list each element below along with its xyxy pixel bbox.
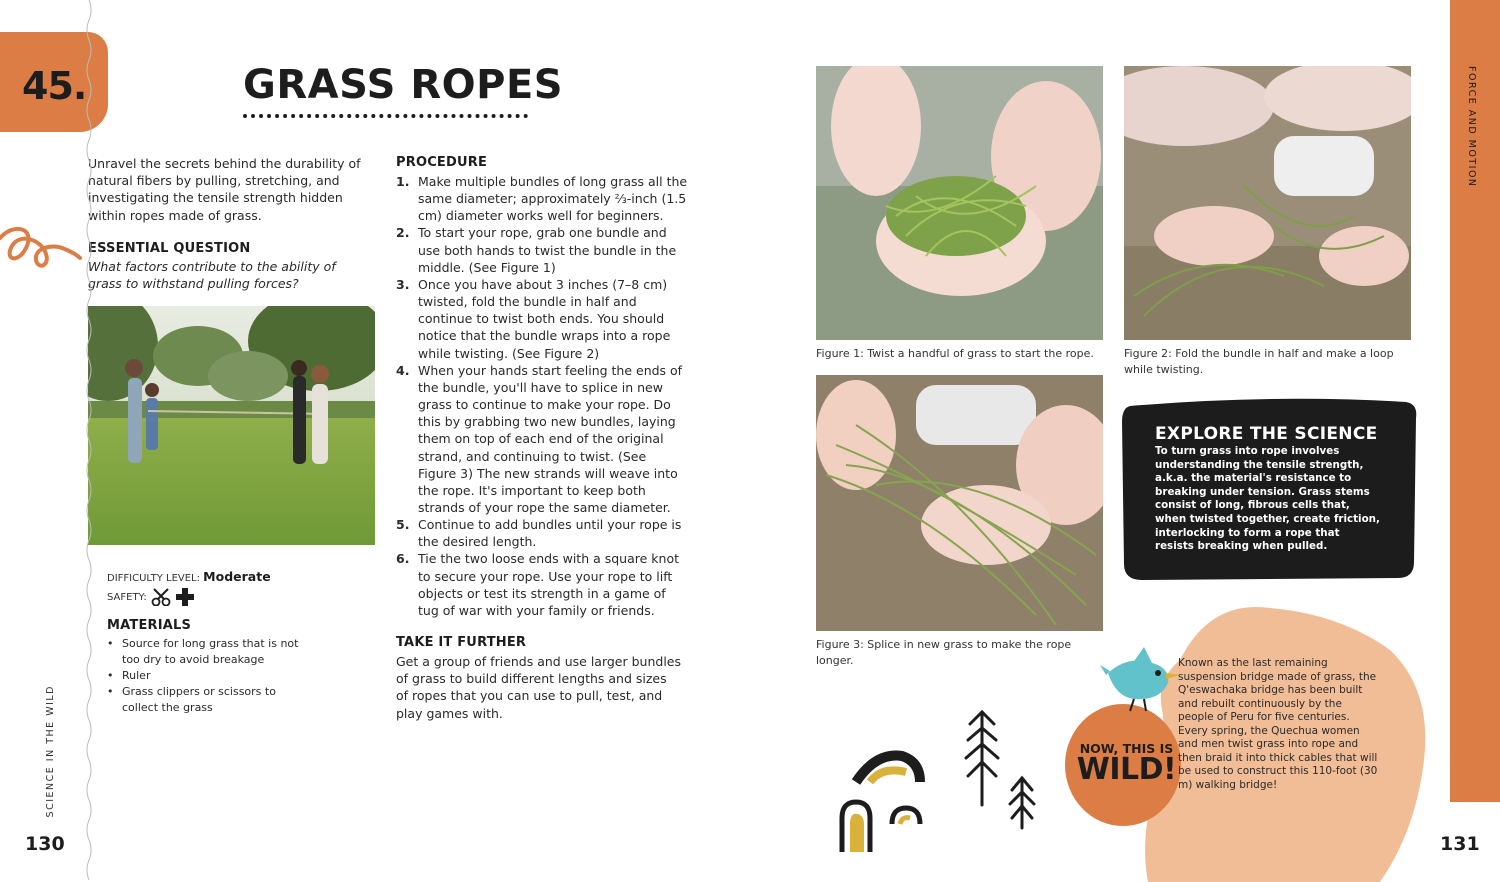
page-edge-wave <box>84 0 94 882</box>
project-number: 45. <box>22 64 87 108</box>
list-item <box>396 173 688 224</box>
list-item: • Ruler <box>107 668 307 684</box>
first-aid-cross-icon <box>175 587 195 607</box>
list-item <box>396 550 688 619</box>
list-item <box>396 276 688 362</box>
step-text: To start your rope, grab one bundle and use both hands to twist the bundle in the middle. (See Figure 1) <box>418 225 677 275</box>
list-item <box>396 362 688 516</box>
title-underline <box>243 114 528 118</box>
materials-list <box>107 636 307 716</box>
safety-label: SAFETY: <box>107 591 147 603</box>
section-label: FORCE AND MOTION <box>1466 66 1477 188</box>
step-number: 6. <box>396 551 410 567</box>
step-number: 1. <box>396 174 410 189</box>
explore-science-title: EXPLORE THE SCIENCE <box>1155 424 1378 444</box>
figure-3-caption: Figure 3: Splice in new grass to make the rope longer. <box>816 638 1072 667</box>
wild-fact-text: Known as the last remaining suspension bridge made of grass, the Q'eswachaka bridge has been built and rebuilt continuously by the people of Peru for five centuries. Every spring, the Quechua women and men twist grass into rope and then braid it into thick cables that will be used to construct this 110-foot (30 m) walking bridge! <box>1178 657 1378 791</box>
difficulty-safety-block <box>107 568 271 607</box>
wild-heading-small: NOW, THIS IS <box>1079 741 1174 756</box>
step-number: 5. <box>396 517 410 533</box>
step-text: When your hands start feeling the ends of the bundle, you'll have to splice in new grass to continue to make your rope. Do this by grabbing two new bundles, laying them on top of each end of the original strand, and continuing to twist. (See Figure 3) The new strands will weave into the rope. It's important to keep both strands of your rope the same diameter. <box>418 362 683 515</box>
difficulty-value: Moderate <box>203 569 271 584</box>
difficulty-label: DIFFICULTY LEVEL: <box>107 573 200 584</box>
step-text: Make multiple bundles of long grass all the same diameter; approximately ⅔-inch (1.5 cm) diameter works well for beginners. <box>418 174 688 224</box>
step-number: 4. <box>396 362 410 378</box>
page-title: GRASS ROPES <box>243 62 564 108</box>
list-item: • Source for long grass that is not too dry to avoid breakage <box>107 636 307 668</box>
materials-heading: MATERIALS <box>107 618 192 633</box>
tree-and-arch-doodles <box>830 700 1040 860</box>
essential-question-heading: ESSENTIAL QUESTION <box>88 241 251 256</box>
list-item <box>396 224 688 275</box>
page-number-right: 131 <box>1440 833 1480 855</box>
figure-1-photo <box>816 66 1103 340</box>
squiggle-decoration <box>0 218 84 274</box>
side-label-left <box>30 685 60 818</box>
figure-3-photo <box>816 375 1103 631</box>
list-item: • Grass clippers or scissors to collect the grass <box>107 684 307 716</box>
explore-science-text: To turn grass into rope involves understanding the tensile strength, a.k.a. the material's resistance to breaking under tension. Grass stems consist of long, fibrous cells that, when twisted together, create friction, interlocking to form a rope that resists breaking when pulled. <box>1155 445 1380 553</box>
figure-2-photo <box>1124 66 1411 340</box>
tug-of-war-photo <box>88 306 375 545</box>
scissors-icon <box>151 588 171 606</box>
wild-heading-large: WILD! <box>1076 752 1177 787</box>
step-text: Once you have about 3 inches (7–8 cm) twisted, fold the bundle in half and continue to twist both ends. You should notice that the bundle wraps into a rope while twisting. (See Figure 2) <box>418 276 671 361</box>
figure-1-caption: Figure 1: Twist a handful of grass to start the rope. <box>816 347 1094 360</box>
list-item <box>396 516 688 550</box>
figure-2-caption: Figure 2: Fold the bundle in half and make a loop while twisting. <box>1124 347 1394 376</box>
side-tab-right <box>1450 0 1500 802</box>
take-it-further-text: Get a group of friends and use larger bundles of grass to build different lengths and sizes of ropes that you can use to pull, test, and play games with. <box>396 654 681 721</box>
section-label: SCIENCE IN THE WILD <box>45 685 56 818</box>
procedure-heading: PROCEDURE <box>396 155 488 170</box>
page-number-left: 130 <box>25 833 65 855</box>
step-text: Continue to add bundles until your rope is the desired length. <box>418 517 682 550</box>
intro-text: Unravel the secrets behind the durability of natural fibers by pulling, stretching, and investigating the tensile strength hidden within ropes made of grass. <box>88 156 361 223</box>
bird-icon <box>1100 645 1182 715</box>
essential-question-text: What factors contribute to the ability of grass to withstand pulling forces? <box>88 259 336 292</box>
procedure-list <box>396 173 688 619</box>
step-number: 3. <box>396 276 410 292</box>
take-it-further-heading: TAKE IT FURTHER <box>396 635 527 650</box>
step-text: Tie the two loose ends with a square knot to secure your rope. Use your rope to lift objects or test its strength in a game of tug of war with your family or friends. <box>418 551 679 618</box>
step-number: 2. <box>396 225 410 241</box>
